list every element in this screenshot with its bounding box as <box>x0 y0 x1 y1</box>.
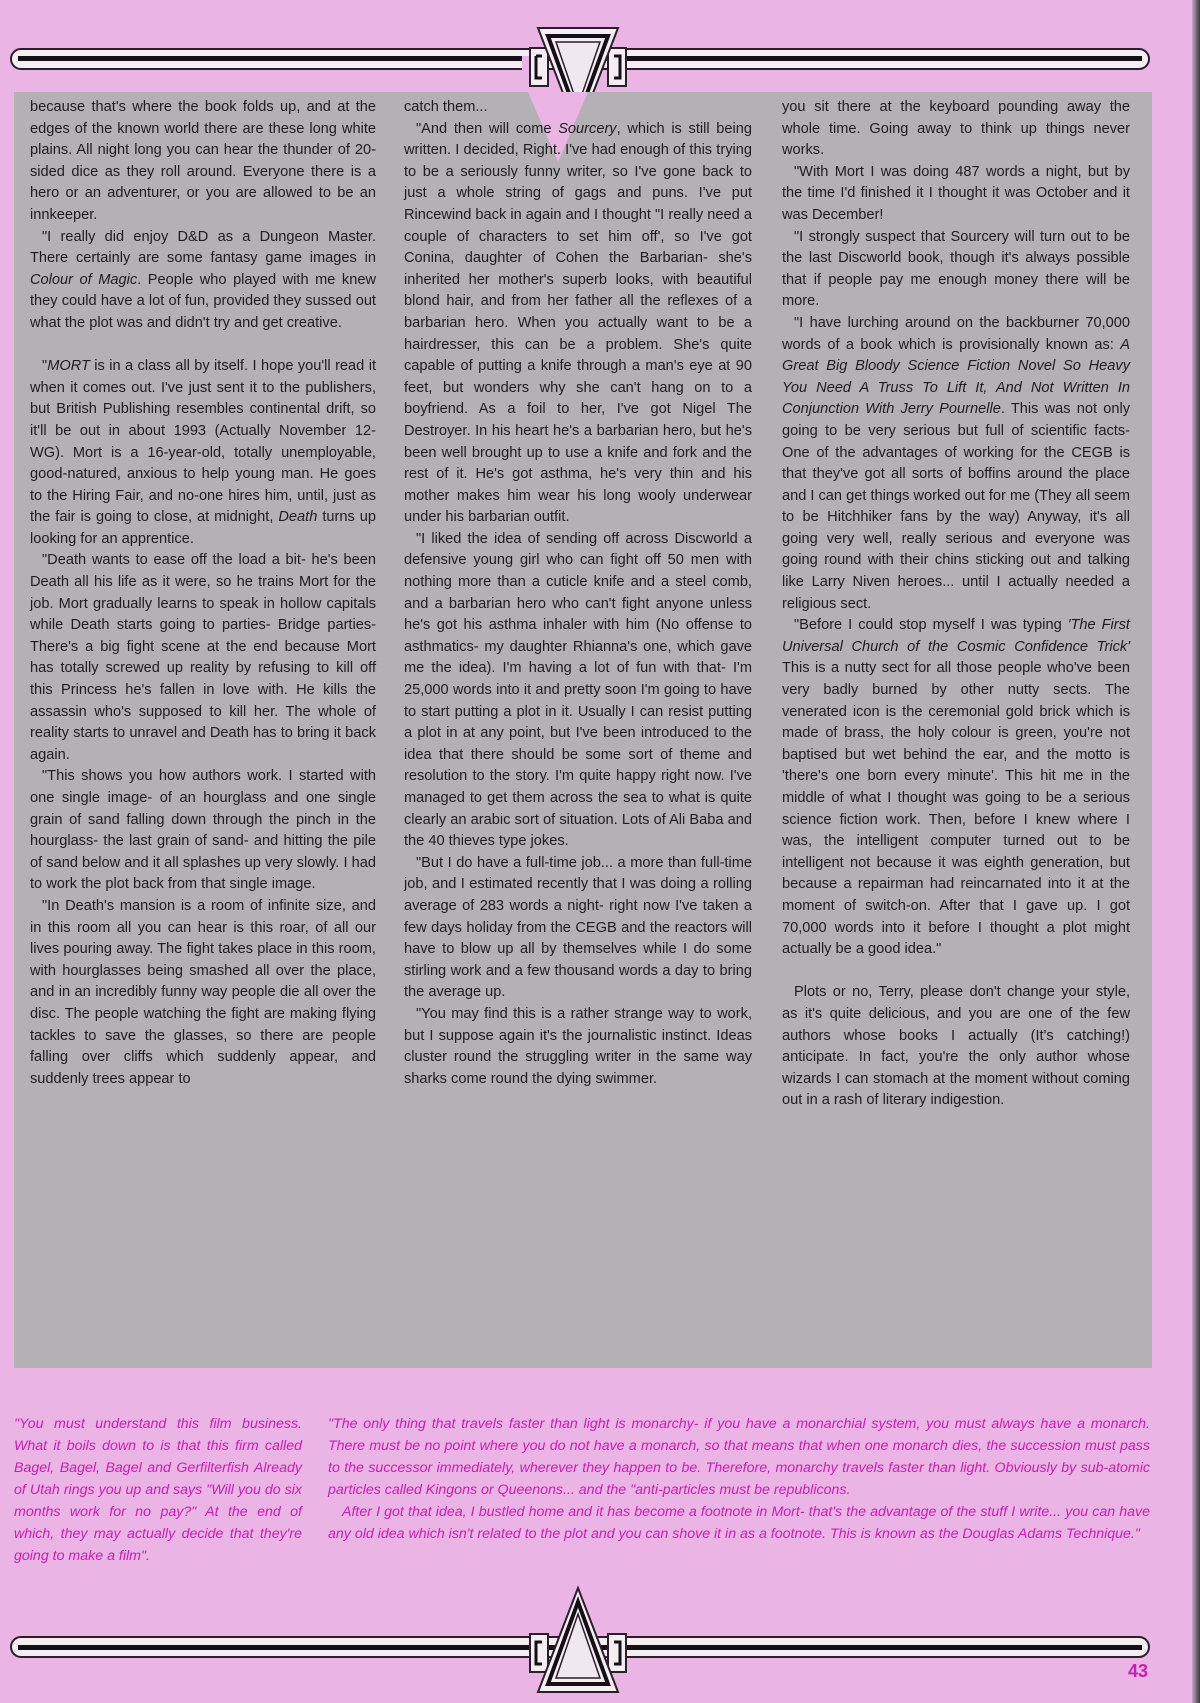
pull-quote-text: "The only thing that travels faster than light is monarchy- if you have a monarchial system, you must always have a monarch. There must be no point where you do not have a monarch, so that means that when one monarch dies, the succession must pass to the successor immediately, wherever they happen to be. Therefore, monarchy travels faster than light. Obviously by sub-atomic particles called Kingons or Queenons... and the "anti-particles must be republicons. <box>328 1416 1150 1498</box>
paragraph: "You may find this is a rather strange way to work, but I suppose again it's the journalistic instinct. Ideas cluster round the struggling writer in the same way sharks come round the dying swimmer. <box>404 1005 752 1087</box>
paragraph: "Before I could stop myself I was typing 'The First Universal Church of the Cosmic Confidence Trick' This is a nutty sect for all those people who've been very badly burned by other nutty sects. The venerated icon is the ceremonial gold brick which is made of brass, the holy colour is green, you're not baptised but wet behind the ear, and the motto is 'there's one born every minute'. This hit me in the middle of what I thought was going to be a serious science fiction work. Then, before I knew where I was, the intelligent computer turned out to be intelligent not because it was eighth generation, but because a repairman had reincarnated into it at the moment of switch-on. After that I gave up. I got 70,000 words into it before I thought a plot might actually be a good idea." <box>782 617 1130 958</box>
book-title: A Great Big Bloody Science Fiction Novel So Heavy You Need A Truss To Lift It, And Not Written In Conjunction With Jerry Pournelle <box>782 336 1130 418</box>
art-deco-up-triangle-icon <box>518 1584 638 1694</box>
paragraph: "I really did enjoy D&D as a Dungeon Master. There certainly are some fantasy game images in Colour of Magic. People who played with me knew they could have a lot of fun, provided they sussed out what the plot was and didn't try and get creative. <box>30 228 376 331</box>
paragraph: "In Death's mansion is a room of infinite size, and in this room all you can hear is this roar, of all our lives pouring away. The fight takes place in this room, with hourglasses being smashed all over the place, and in an incredibly funny way people die all over the disc. The people watching the fight are making flying tackles to save the glasses, so there are people falling over cliffs which suddenly appear, and suddenly trees appear to <box>30 897 376 1087</box>
article-column-1 <box>30 97 376 1090</box>
paragraph: "And then will come Sourcery, which is still being written. I decided, Right. I've had enough of this trying to be a seriously funny writer, so I've gone back to just a whole string of gags and puns. I've put Rincewind back in again and I thought "I really need a couple of characters to set him off', so I've got Conina, daughter of Cohen the Barbarian- she's inherited her mother's superb looks, with beautiful blond hair, and from her father all the reflexes of a barbarian hero. When you actually want to be a hairdresser, this can be a problem. She's quite capable of putting a knife through a man's eye at 90 feet, but wonders why she can't hang on to a boyfriend. As a foil to her, I've got Nigel The Destroyer. In his heart he's a barbarian hero, but he's been well brought up to use a knife and fork and the rest of it. He's got asthma, he's very thin and his mother makes him wear his long wooly underwear under his barbarian outfit. <box>404 120 752 526</box>
pull-quote-film-business <box>14 1413 302 1567</box>
paragraph: "Death wants to ease off the load a bit- he's been Death all his life as it were, so he trains Mort for the job. Mort gradually learns to speak in hollow capitals while Death starts going to parties- Bridge parties- There's a big fight scene at the end because Mort has totally screwed up reality by refusing to kill off this Princess he's fallen in love with. He kills the assassin who's supposed to kill her. The whole of reality starts to unravel and Death has to bring it back again. <box>30 552 376 763</box>
page-number: 43 <box>1128 1661 1149 1681</box>
paragraph: "I have lurching around on the backburner 70,000 words of a book which is provisionally known as: A Great Big Bloody Science Fiction Novel So Heavy You Need A Truss To Lift It, And Not Written In Conjunction With Jerry Pournelle. This was not only going to be very serious but full of scientific facts- One of the advantages of working for the CEGB is that they've got all sorts of boffins around the place and I can get things worked out for me (They all seem to be Hitchhiker fans by the way) Anyway, it's all going very well, really serious and everyone was going round with their chins sticking out and talking like Larry Niven heroes... until I actually needed a religious sect. <box>782 314 1130 612</box>
paragraph: "MORT is in a class all by itself. I hope you'll read it when it comes out. I've just sent it to the publishers, but British Publishing resembles continental drift, so it'll be out in about 1993 (Actually November 12- WG). Mort is a 16-year-old, totally unemployable, good-natured, anxious to help young man. He goes to the Hiring Fair, and no-one hires him, until, just as the fair is going to close, at midnight, Death turns up looking for an apprentice. <box>30 358 376 547</box>
pull-quote-text: "You must understand this film business. What it boils down to is that this firm called Bagel, Bagel, Bagel and Gerfilterfish Already of Utah rings you up and says "Will you do six months work for no pay?" At the end of which, they may actually decide that they're going to make a film". <box>14 1416 302 1564</box>
paragraph: because that's where the book folds up, and at the edges of the known world there are these long white plains. All night long you can hear the thunder of 20-sided dice as they roll around. Everyone there is a hero or an adventurer, or you are allowed to be an innkeeper. <box>30 99 376 223</box>
book-title: MORT <box>47 358 90 375</box>
pull-quote-monarchy <box>328 1413 1150 1545</box>
article-column-2 <box>404 97 752 1090</box>
book-title: Colour of Magic <box>30 271 138 288</box>
page-edge-shadow <box>1192 0 1200 1703</box>
paragraph: you sit there at the keyboard pounding away the whole time. Going away to think up things never works. <box>782 99 1130 159</box>
character-name: Death <box>278 509 318 526</box>
paragraph: "I strongly suspect that Sourcery will turn out to be the last Discworld book, though it's always possible that if people pay me enough money there will be more. <box>782 228 1130 310</box>
paragraph: "This shows you how authors work. I started with one single image- of an hourglass and one single grain of sand falling down through the pinch in the hourglass- the last grain of sand- and hitting the pile of sand below and it all splashes up very slowly. I had to work the plot back from that single image. <box>30 768 376 893</box>
book-title: Sourcery <box>558 120 617 137</box>
paragraph: "With Mort I was doing 487 words a night, but by the time I'd finished it I thought it was October and it was December! <box>782 163 1130 223</box>
paragraph: catch them... <box>404 99 488 115</box>
book-title: 'The First Universal Church of the Cosmic Confidence Trick' <box>782 617 1130 655</box>
paragraph: "But I do have a full-time job... a more than full-time job, and I estimated recently that I was doing a rolling average of 283 words a night- right now I've taken a few days holiday from the CEGB and the reactors will have to blow up all by themselves while I do some stirling work and a few thousand words a day to bring the average up. <box>404 854 752 1001</box>
paragraph: "I liked the idea of sending off across Discworld a defensive young girl who can fight off 50 men with nothing more than a cuticle knife and a steel comb, and a barbarian hero who can't fight anyone unless he's got his asthma inhaler with him (No offense to asthmatics- my daughter Rhianna's one, which gave me the idea). I'm having a lot of fun with that- I'm 25,000 words into it and pretty soon I'm going to have to start putting a plot in it. Usually I can resist putting a plot in at any point, but I've been introduced to the idea that there should be some sort of theme and resolution to the story. I'm quite happy right now. I've managed to get them across the sea to what is quite clearly an arabic sort of situation. Lots of Ali Baba and the 40 thieves type jokes. <box>404 530 752 850</box>
pull-quote-text: After I got that idea, I bustled home and it has become a footnote in Mort- that's the advantage of the stuff I write... you can have any old idea which isn't related to the plot and you can shove it in as a footnote. This is known as the Douglas Adams Technique." <box>328 1504 1150 1542</box>
article-column-3 <box>782 97 1130 1112</box>
closing-paragraph: Plots or no, Terry, please don't change your style, as it's quite delicious, and you are one of the few authors whose books I actually (It's catching!) anticipate. In fact, you're the only author whose wizards I can stomach at the moment without coming out in a rash of literary indigestion. <box>782 984 1130 1109</box>
